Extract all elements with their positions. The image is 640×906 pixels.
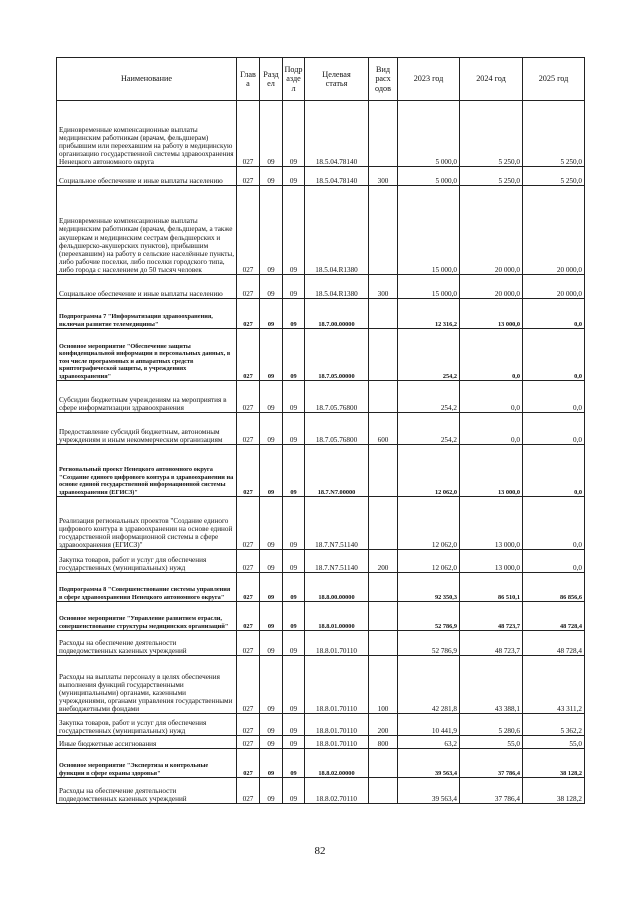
- table-row: [57, 167, 585, 186]
- row-value-2024: 13 000,0: [460, 550, 523, 573]
- row-value-2025: 0,0: [523, 299, 585, 329]
- row-target-article: 18.7.N7.00000: [305, 445, 369, 497]
- row-glava: 027: [237, 573, 260, 602]
- row-value-2025: 0,0: [523, 445, 585, 497]
- row-razdel: 09: [260, 186, 283, 275]
- row-expense-type: 200: [369, 550, 398, 573]
- row-target-article: 18.8.01.00000: [305, 602, 369, 631]
- row-podrazdel: 09: [283, 275, 305, 299]
- row-target-article: 18.8.00.00000: [305, 573, 369, 602]
- row-value-2025: 38 128,2: [523, 749, 585, 778]
- row-razdel: 09: [260, 736, 283, 749]
- row-name: Основное мероприятие "Экспертиза и контрольные функции в сфере охраны здоровья": [57, 749, 237, 778]
- header-podrazdel: Подр азде л: [283, 58, 305, 101]
- row-value-2023: 12 062,0: [398, 550, 460, 573]
- row-podrazdel: 09: [283, 602, 305, 631]
- row-value-2023: 15 000,0: [398, 186, 460, 275]
- row-value-2025: 0,0: [523, 497, 585, 550]
- row-target-article: 18.8.01.70110: [305, 736, 369, 749]
- row-expense-type: [369, 573, 398, 602]
- row-value-2024: 55,0: [460, 736, 523, 749]
- table-body: [57, 101, 585, 804]
- row-razdel: 09: [260, 329, 283, 381]
- row-razdel: 09: [260, 749, 283, 778]
- row-razdel: 09: [260, 714, 283, 736]
- row-name: Расходы на обеспечение деятельности подведомственных казенных учреждений: [57, 778, 237, 804]
- row-name: Расходы на выплаты персоналу в целях обеспечения выполнения функций государственными (муниципальными) органами, казенными учреждениями, органами управления государственными внебюджетными фондами: [57, 656, 237, 714]
- row-expense-type: [369, 445, 398, 497]
- row-glava: 027: [237, 329, 260, 381]
- row-value-2023: 12 316,2: [398, 299, 460, 329]
- row-expense-type: 600: [369, 413, 398, 445]
- row-value-2024: 13 000,0: [460, 445, 523, 497]
- row-value-2023: 15 000,0: [398, 275, 460, 299]
- row-value-2025: 55,0: [523, 736, 585, 749]
- row-podrazdel: 09: [283, 749, 305, 778]
- row-value-2025: 20 000,0: [523, 275, 585, 299]
- row-value-2025: 48 728,4: [523, 602, 585, 631]
- row-value-2025: 48 728,4: [523, 631, 585, 656]
- table-row: [57, 413, 585, 445]
- table-row: [57, 550, 585, 573]
- row-value-2023: 12 062,0: [398, 497, 460, 550]
- table-row: [57, 101, 585, 167]
- row-razdel: 09: [260, 445, 283, 497]
- row-expense-type: [369, 602, 398, 631]
- row-target-article: 18.7.00.00000: [305, 299, 369, 329]
- row-value-2025: 0,0: [523, 413, 585, 445]
- row-podrazdel: 09: [283, 656, 305, 714]
- row-value-2025: 20 000,0: [523, 186, 585, 275]
- row-value-2023: 42 281,8: [398, 656, 460, 714]
- row-target-article: 18.7.N7.51140: [305, 497, 369, 550]
- row-glava: 027: [237, 749, 260, 778]
- row-name: Подпрограмма 7 "Информатизация здравоохранения, включая развитие телемедицины": [57, 299, 237, 329]
- row-name: Расходы на обеспечение деятельности подведомственных казенных учреждений: [57, 631, 237, 656]
- row-glava: 027: [237, 275, 260, 299]
- row-glava: 027: [237, 656, 260, 714]
- row-name: Подпрограмма 8 "Совершенствование системы управления в сфере здравоохранения Ненецкого автономного округа": [57, 573, 237, 602]
- row-glava: 027: [237, 497, 260, 550]
- row-podrazdel: 09: [283, 736, 305, 749]
- row-value-2023: 10 441,9: [398, 714, 460, 736]
- row-name: Закупка товаров, работ и услуг для обеспечения государственных (муниципальных) нужд: [57, 550, 237, 573]
- row-glava: 027: [237, 550, 260, 573]
- row-expense-type: [369, 299, 398, 329]
- row-expense-type: 200: [369, 714, 398, 736]
- row-expense-type: [369, 778, 398, 804]
- row-podrazdel: 09: [283, 497, 305, 550]
- row-value-2023: 254,2: [398, 381, 460, 413]
- row-razdel: 09: [260, 656, 283, 714]
- row-value-2025: 0,0: [523, 381, 585, 413]
- row-value-2024: 37 786,4: [460, 749, 523, 778]
- header-razdel: Разд ел: [260, 58, 283, 101]
- row-value-2024: 20 000,0: [460, 275, 523, 299]
- row-razdel: 09: [260, 167, 283, 186]
- row-target-article: 18.7.05.76800: [305, 381, 369, 413]
- row-expense-type: [369, 186, 398, 275]
- row-value-2023: 12 062,0: [398, 445, 460, 497]
- row-glava: 027: [237, 186, 260, 275]
- header-target-article: Целевая статья: [305, 58, 369, 101]
- table-row: [57, 381, 585, 413]
- row-name: Региональный проект Ненецкого автономного округа "Создание единого цифрового контура в здравоохранении на основе единой государственной информационной системы здравоохранения (ЕГИСЗ)": [57, 445, 237, 497]
- row-target-article: 18.7.05.76800: [305, 413, 369, 445]
- row-razdel: 09: [260, 413, 283, 445]
- header-2023: 2023 год: [398, 58, 460, 101]
- row-glava: 027: [237, 299, 260, 329]
- row-value-2025: 0,0: [523, 550, 585, 573]
- row-glava: 027: [237, 381, 260, 413]
- table-row: [57, 714, 585, 736]
- page-number: 82: [314, 845, 326, 857]
- row-value-2024: 48 723,7: [460, 602, 523, 631]
- row-razdel: 09: [260, 275, 283, 299]
- table-row: [57, 299, 585, 329]
- row-value-2023: 5 000,0: [398, 167, 460, 186]
- row-value-2025: 5 250,0: [523, 167, 585, 186]
- row-target-article: 18.5.04.R1380: [305, 275, 369, 299]
- row-target-article: 18.5.04.78140: [305, 167, 369, 186]
- row-expense-type: 800: [369, 736, 398, 749]
- row-target-article: 18.7.N7.51140: [305, 550, 369, 573]
- row-target-article: 18.8.01.70110: [305, 714, 369, 736]
- row-value-2025: 38 128,2: [523, 778, 585, 804]
- table-row: [57, 445, 585, 497]
- row-podrazdel: 09: [283, 714, 305, 736]
- row-value-2024: 5 280,6: [460, 714, 523, 736]
- row-target-article: 18.8.02.00000: [305, 749, 369, 778]
- row-value-2024: 5 250,0: [460, 167, 523, 186]
- row-expense-type: 100: [369, 656, 398, 714]
- table-row: [57, 656, 585, 714]
- row-podrazdel: 09: [283, 101, 305, 167]
- row-podrazdel: 09: [283, 445, 305, 497]
- row-value-2025: 86 856,6: [523, 573, 585, 602]
- table-row: [57, 778, 585, 804]
- row-target-article: 18.8.01.70110: [305, 631, 369, 656]
- row-value-2023: 92 350,3: [398, 573, 460, 602]
- row-target-article: 18.5.04.78140: [305, 101, 369, 167]
- row-glava: 027: [237, 714, 260, 736]
- table-row: [57, 749, 585, 778]
- budget-table: [56, 57, 585, 804]
- table-header-row: [57, 58, 585, 101]
- row-target-article: 18.7.05.00000: [305, 329, 369, 381]
- row-target-article: 18.8.01.70110: [305, 656, 369, 714]
- row-podrazdel: 09: [283, 186, 305, 275]
- row-name: Социальное обеспечение и иные выплаты населению: [57, 275, 237, 299]
- row-value-2023: 39 563,4: [398, 749, 460, 778]
- row-name: Иные бюджетные ассигнования: [57, 736, 237, 749]
- table-row: [57, 631, 585, 656]
- row-razdel: 09: [260, 299, 283, 329]
- header-2024: 2024 год: [460, 58, 523, 101]
- row-name: Единовременные компенсационные выплаты медицинским работникам (врачам, фельдшерам, а также акушеркам и медицинским сестрам фельдшерских и фельдшерско-акушерских пунктов), прибывшим (переехавшим) на работу в сельские населённые пункты, либо рабочие поселки, либо поселки городского типа, либо города с населением до 50 тысяч человек: [57, 186, 237, 275]
- row-value-2024: 86 510,1: [460, 573, 523, 602]
- row-value-2023: 39 563,4: [398, 778, 460, 804]
- row-glava: 027: [237, 413, 260, 445]
- row-podrazdel: 09: [283, 413, 305, 445]
- row-podrazdel: 09: [283, 167, 305, 186]
- row-podrazdel: 09: [283, 329, 305, 381]
- row-podrazdel: 09: [283, 381, 305, 413]
- row-value-2024: 5 250,0: [460, 101, 523, 167]
- row-razdel: 09: [260, 778, 283, 804]
- header-expense-type: Вид расх одов: [369, 58, 398, 101]
- row-expense-type: [369, 101, 398, 167]
- row-glava: 027: [237, 602, 260, 631]
- header-name: Наименование: [57, 58, 237, 101]
- row-name: Субсидии бюджетным учреждениям на мероприятия в сфере информатизации здравоохранения: [57, 381, 237, 413]
- table-row: [57, 275, 585, 299]
- row-value-2024: 20 000,0: [460, 186, 523, 275]
- table-row: [57, 602, 585, 631]
- row-value-2024: 0,0: [460, 413, 523, 445]
- row-expense-type: [369, 631, 398, 656]
- row-glava: 027: [237, 445, 260, 497]
- row-razdel: 09: [260, 497, 283, 550]
- row-value-2023: 52 786,9: [398, 602, 460, 631]
- row-glava: 027: [237, 778, 260, 804]
- row-value-2023: 5 000,0: [398, 101, 460, 167]
- row-razdel: 09: [260, 381, 283, 413]
- row-expense-type: [369, 381, 398, 413]
- table-row: [57, 329, 585, 381]
- row-name: Единовременные компенсационные выплаты медицинским работникам (врачам, фельдшерам) прибывшим или переехавшим на работу в медицинскую организацию государственной системы здравоохранения Ненецкого автономного округа: [57, 101, 237, 167]
- header-glava: Глав а: [237, 58, 260, 101]
- table-row: [57, 573, 585, 602]
- row-podrazdel: 09: [283, 631, 305, 656]
- row-razdel: 09: [260, 631, 283, 656]
- row-glava: 027: [237, 167, 260, 186]
- row-name: Закупка товаров, работ и услуг для обеспечения государственных (муниципальных) нужд: [57, 714, 237, 736]
- row-value-2024: 13 000,0: [460, 497, 523, 550]
- row-expense-type: [369, 329, 398, 381]
- row-podrazdel: 09: [283, 550, 305, 573]
- row-expense-type: 300: [369, 167, 398, 186]
- row-glava: 027: [237, 736, 260, 749]
- row-target-article: 18.8.02.70110: [305, 778, 369, 804]
- row-value-2023: 63,2: [398, 736, 460, 749]
- row-value-2024: 13 000,0: [460, 299, 523, 329]
- table-row: [57, 497, 585, 550]
- row-name: Предоставление субсидий бюджетным, автономным учреждениям и иным некоммерческим организациям: [57, 413, 237, 445]
- row-razdel: 09: [260, 573, 283, 602]
- row-value-2023: 254,2: [398, 413, 460, 445]
- table-row: [57, 736, 585, 749]
- row-name: Основное мероприятие "Управление развитием отрасли, совершенствование структуры медицинских организаций": [57, 602, 237, 631]
- row-value-2025: 5 362,2: [523, 714, 585, 736]
- row-razdel: 09: [260, 602, 283, 631]
- header-2025: 2025 год: [523, 58, 585, 101]
- row-glava: 027: [237, 101, 260, 167]
- row-glava: 027: [237, 631, 260, 656]
- row-razdel: 09: [260, 101, 283, 167]
- row-podrazdel: 09: [283, 778, 305, 804]
- row-value-2024: 48 723,7: [460, 631, 523, 656]
- row-name: Основное мероприятие "Обеспечение защиты конфиденциальной информации в персональных данных, в том числе программных и аппаратных средств криптографической защиты, в учреждениях здравоохранения": [57, 329, 237, 381]
- row-target-article: 18.5.04.R1380: [305, 186, 369, 275]
- row-value-2025: 43 311,2: [523, 656, 585, 714]
- row-value-2024: 0,0: [460, 381, 523, 413]
- row-name: Реализация региональных проектов "Создание единого цифрового контура в здравоохранении на основе единой государственной информационной системы в сфере здравоохранения (ЕГИСЗ)": [57, 497, 237, 550]
- row-value-2023: 52 786,9: [398, 631, 460, 656]
- row-value-2024: 37 786,4: [460, 778, 523, 804]
- row-podrazdel: 09: [283, 573, 305, 602]
- table-row: [57, 186, 585, 275]
- row-expense-type: [369, 749, 398, 778]
- row-value-2024: 0,0: [460, 329, 523, 381]
- row-value-2023: 254,2: [398, 329, 460, 381]
- row-razdel: 09: [260, 550, 283, 573]
- row-expense-type: 300: [369, 275, 398, 299]
- row-name: Социальное обеспечение и иные выплаты населению: [57, 167, 237, 186]
- row-value-2025: 5 250,0: [523, 101, 585, 167]
- row-value-2024: 43 388,1: [460, 656, 523, 714]
- row-value-2025: 0,0: [523, 329, 585, 381]
- row-expense-type: [369, 497, 398, 550]
- row-podrazdel: 09: [283, 299, 305, 329]
